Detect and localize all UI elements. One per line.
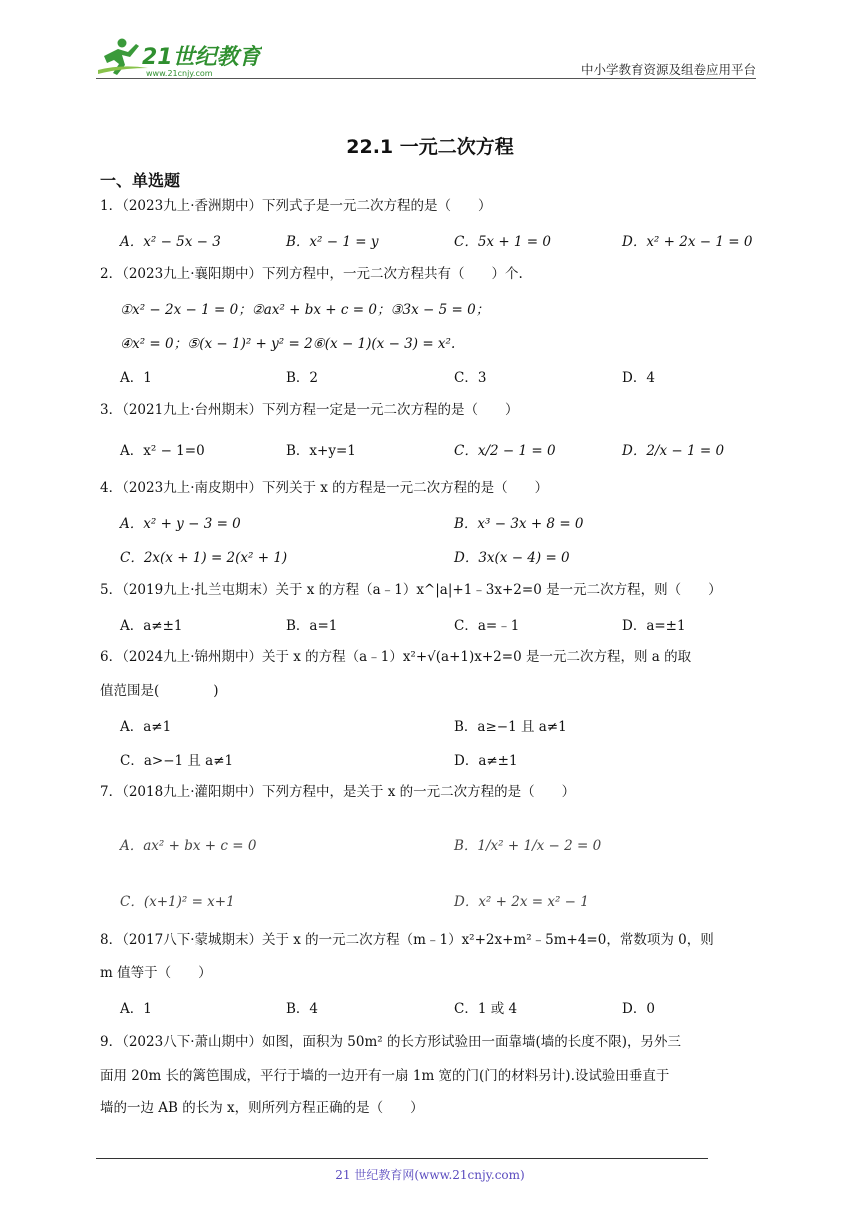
platform-name: 中小学教育资源及组卷应用平台 (580, 62, 756, 77)
q4-option-b: B．x³ − 3x + 8 = 0 (454, 516, 584, 532)
q2-list-line-2: ④x² = 0；⑤(x − 1)² + y² = 2⑥(x − 1)(x − 3) = x². (120, 336, 456, 352)
question-4: 4．（2023九上·南皮期中）下列关于 x 的方程是一元二次方程的是（ ） (100, 480, 549, 496)
q5-option-a: A．a≠±1 (120, 618, 183, 634)
runner-icon (98, 39, 148, 76)
question-8: 8．（2017八下·蒙城期末）关于 x 的一元二次方程（m﹣1）x²+2x+m²﹣5m+4=0，常数项为 0，则 (100, 932, 714, 948)
footer-link[interactable]: 21 世纪教育网(www.21cnjy.com) (335, 1168, 525, 1182)
q2-option-b: B．2 (286, 370, 319, 386)
q6-option-a: A．a≠1 (120, 719, 172, 735)
q3-option-a: A．x² − 1=0 (120, 443, 205, 459)
q8-option-b: B．4 (286, 1001, 319, 1017)
q8-option-a: A．1 (120, 1001, 152, 1017)
q4-option-d: D．3x(x − 4) = 0 (454, 550, 570, 566)
q5-option-c: C．a=﹣1 (454, 618, 520, 634)
question-6: 6．（2024九上·锦州期中）关于 x 的方程（a﹣1）x²+√(a+1)x+2=0 是一元二次方程，则 a 的取 (100, 649, 692, 665)
q3-option-b: B．x+y=1 (286, 443, 356, 459)
page-title: 22.1 一元二次方程 (346, 136, 514, 158)
q1-option-a: A．x² − 5x − 3 (120, 234, 221, 250)
question-9-line-3: 墙的一边 AB 的长为 x，则所列方程正确的是（ ） (100, 1100, 424, 1116)
q2-option-d: D．4 (622, 370, 655, 386)
question-9-line-2: 面用 20m 长的篱笆围成，平行于墙的一边开有一扇 1m 宽的门(门的材料另计).设试验田垂直于 (100, 1068, 670, 1084)
section-heading: 一、单选题 (100, 171, 181, 190)
q7-option-d: D．x² + 2x = x² − 1 (454, 894, 589, 910)
logo (92, 34, 262, 80)
question-2: 2．（2023九上·襄阳期中）下列方程中，一元二次方程共有（ ）个. (100, 266, 523, 282)
q2-option-c: C．3 (454, 370, 487, 386)
q6-option-c: C．a>−1 且 a≠1 (120, 753, 234, 769)
q2-list-line-1: ①x² − 2x − 1 = 0；②ax² + bx + c = 0；③3x − 5 = 0； (120, 302, 490, 318)
q5-option-b: B．a=1 (286, 618, 338, 634)
q8-option-d: D．0 (622, 1001, 655, 1017)
q5-option-d: D．a=±1 (622, 618, 686, 634)
q4-option-a: A．x² + y − 3 = 0 (120, 516, 241, 532)
question-3: 3．（2021九上·台州期末）下列方程一定是一元二次方程的是（ ） (100, 402, 519, 418)
q1-option-c: C．5x + 1 = 0 (454, 234, 551, 250)
footer-divider (96, 1158, 708, 1159)
question-6-cont: 值范围是( ) (100, 683, 219, 699)
q2-option-a: A．1 (120, 370, 152, 386)
q6-option-b: B．a≥−1 且 a≠1 (454, 719, 567, 735)
svg-text:21世纪教育: 21世纪教育 (142, 45, 261, 70)
q1-option-d: D．x² + 2x − 1 = 0 (622, 234, 753, 250)
q8-option-c: C．1 或 4 (454, 1001, 518, 1017)
q3-option-c: C．x/2 − 1 = 0 (454, 443, 556, 459)
header-divider (96, 78, 756, 79)
q7-option-c: C．(x+1)² = x+1 (120, 894, 235, 910)
q6-option-d: D．a≠±1 (454, 753, 518, 769)
q4-option-c: C．2x(x + 1) = 2(x² + 1) (120, 550, 288, 566)
q1-option-b: B．x² − 1 = y (286, 234, 379, 250)
svg-text:www.21cnjy.com: www.21cnjy.com (146, 69, 213, 78)
question-9: 9．（2023八下·萧山期中）如图，面积为 50m² 的长方形试验田一面靠墙(墙的长度不限)，另外三 (100, 1034, 681, 1050)
question-8-cont: m 值等于（ ） (100, 965, 212, 981)
q3-option-d: D．2/x − 1 = 0 (622, 443, 725, 459)
q7-option-a: A．ax² + bx + c = 0 (120, 838, 257, 854)
question-1: 1．（2023九上·香洲期中）下列式子是一元二次方程的是（ ） (100, 198, 492, 214)
q7-option-b: B．1/x² + 1/x − 2 = 0 (454, 838, 602, 854)
question-5: 5．（2019九上·扎兰屯期末）关于 x 的方程（a﹣1）x^|a|+1﹣3x+2=0 是一元二次方程，则（ ） (100, 582, 722, 598)
question-7: 7．（2018九上·灌阳期中）下列方程中，是关于 x 的一元二次方程的是（ ） (100, 784, 576, 800)
